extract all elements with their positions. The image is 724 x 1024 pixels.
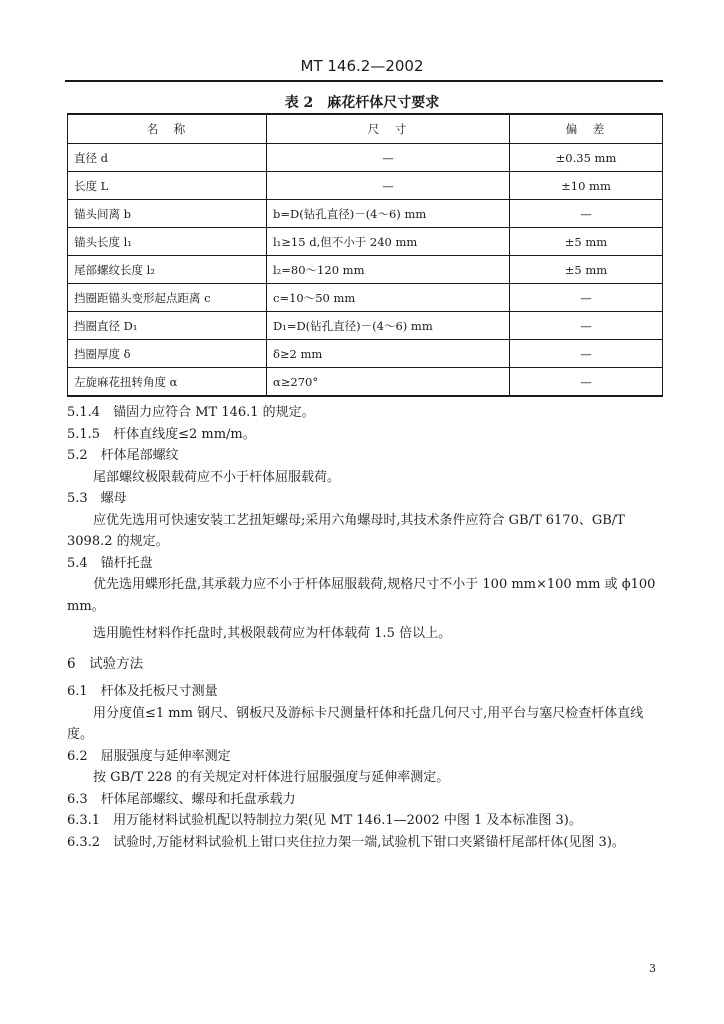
table-cell-tolerance: ±0.35 mm — [510, 144, 663, 172]
table-cell-name: 挡圈距锚头变形起点距离 c — [68, 284, 267, 312]
clause-5-3-text: 应优先选用可快速安装工艺扭矩螺母;采用六角螺母时,其技术条件应符合 GB/T 6170、GB/T 3098.2 的规定。 — [67, 512, 625, 549]
column-header-tolerance: 偏 差 — [510, 114, 663, 144]
table-cell-tolerance: — — [510, 368, 663, 397]
table-cell-tolerance: — — [510, 200, 663, 228]
header-rule — [65, 80, 663, 82]
table-cell-tolerance: — — [510, 312, 663, 340]
table-cell-tolerance: ±10 mm — [510, 172, 663, 200]
table-cell-name: 锚头长度 l₁ — [68, 228, 267, 256]
clause-5-3-heading: 5.3 螺母 — [67, 491, 127, 506]
clause-5-4-text: 优先选用蝶形托盘,其承载力应不小于杆体屈服载荷,规格尺寸不小于 100 mm×100 mm 或 ϕ100 mm。 — [67, 577, 656, 614]
clause-5-1-4: 5.1.4 锚固力应符合 MT 146.1 的规定。 — [67, 405, 315, 420]
clause-6-1-text: 用分度值≤1 mm 钢尺、钢板尺及游标卡尺测量杆体和托盘几何尺寸,用平台与塞尺检查杆体直线度。 — [67, 705, 644, 742]
section-6-heading: 6 试验方法 — [67, 655, 144, 672]
table-row — [68, 256, 663, 284]
clause-5-4-note: 选用脆性材料作托盘时,其极限载荷应为杆体载荷 1.5 倍以上。 — [93, 626, 452, 641]
table-cell-name: 直径 d — [68, 144, 267, 172]
table-cell-dimension: — — [267, 172, 510, 200]
table-cell-name: 挡圈厚度 δ — [68, 340, 267, 368]
clause-5-2-heading: 5.2 杆体尾部螺纹 — [67, 448, 179, 463]
clause-5-1-5: 5.1.5 杆体直线度≤2 mm/m。 — [67, 426, 256, 442]
table-cell-dimension: α≥270° — [267, 368, 510, 397]
table-cell-dimension: b=D(钻孔直径)－(4～6) mm — [267, 200, 510, 228]
body-text — [67, 402, 667, 853]
table-cell-dimension: δ≥2 mm — [267, 340, 510, 368]
table-row — [68, 284, 663, 312]
clause-6-3-2: 6.3.2 试验时,万能材料试验机上钳口夹住拉力架一端,试验机下钳口夹紧锚杆尾部杆体(见图 3)。 — [67, 834, 625, 850]
table-cell-name: 挡圈直径 D₁ — [68, 312, 267, 340]
table-row — [68, 312, 663, 340]
column-header-dimension: 尺 寸 — [267, 114, 510, 144]
table-cell-dimension: — — [267, 144, 510, 172]
clause-6-1-heading: 6.1 杆体及托板尺寸测量 — [67, 684, 218, 699]
column-header-name: 名 称 — [68, 114, 267, 144]
clause-5-4-heading: 5.4 锚杆托盘 — [67, 555, 153, 571]
table-cell-name: 长度 L — [68, 172, 267, 200]
table-cell-name: 左旋麻花扭转角度 α — [68, 368, 267, 397]
table-cell-tolerance: ±5 mm — [510, 228, 663, 256]
table-cell-dimension: c=10～50 mm — [267, 284, 510, 312]
table-cell-tolerance: — — [510, 340, 663, 368]
table-row — [68, 228, 663, 256]
clause-6-3-1: 6.3.1 用万能材料试验机配以特制拉力架(见 MT 146.1—2002 中图 1 及本标准图 3)。 — [67, 813, 582, 828]
table-row — [68, 172, 663, 200]
table-cell-dimension: l₂=80～120 mm — [267, 256, 510, 284]
table-row — [68, 200, 663, 228]
table-row — [68, 368, 663, 397]
table-cell-tolerance: ±5 mm — [510, 256, 663, 284]
table-cell-name: 尾部螺纹长度 l₂ — [68, 256, 267, 284]
standard-code-header: MT 146.2—2002 — [300, 57, 424, 75]
table-cell-tolerance: — — [510, 284, 663, 312]
clause-5-2-text: 尾部螺纹极限载荷应不小于杆体屈服载荷。 — [93, 469, 341, 485]
table-cell-dimension: D₁=D(钻孔直径)－(4～6) mm — [267, 312, 510, 340]
dimension-table — [67, 113, 663, 397]
table-cell-name: 锚头间离 b — [68, 200, 267, 228]
table-row — [68, 144, 663, 172]
table-row — [68, 340, 663, 368]
table-cell-dimension: l₁≥15 d,但不小于 240 mm — [267, 228, 510, 256]
table-title: 表 2 麻花杆体尺寸要求 — [284, 95, 440, 111]
clause-6-2-text: 按 GB/T 228 的有关规定对杆体进行屈服强度与延伸率测定。 — [93, 770, 450, 785]
table-header-row — [68, 114, 663, 144]
clause-6-2-heading: 6.2 屈服强度与延伸率测定 — [67, 748, 231, 764]
page-number: 3 — [649, 962, 656, 975]
clause-6-3-heading: 6.3 杆体尾部螺纹、螺母和托盘承载力 — [67, 791, 296, 807]
